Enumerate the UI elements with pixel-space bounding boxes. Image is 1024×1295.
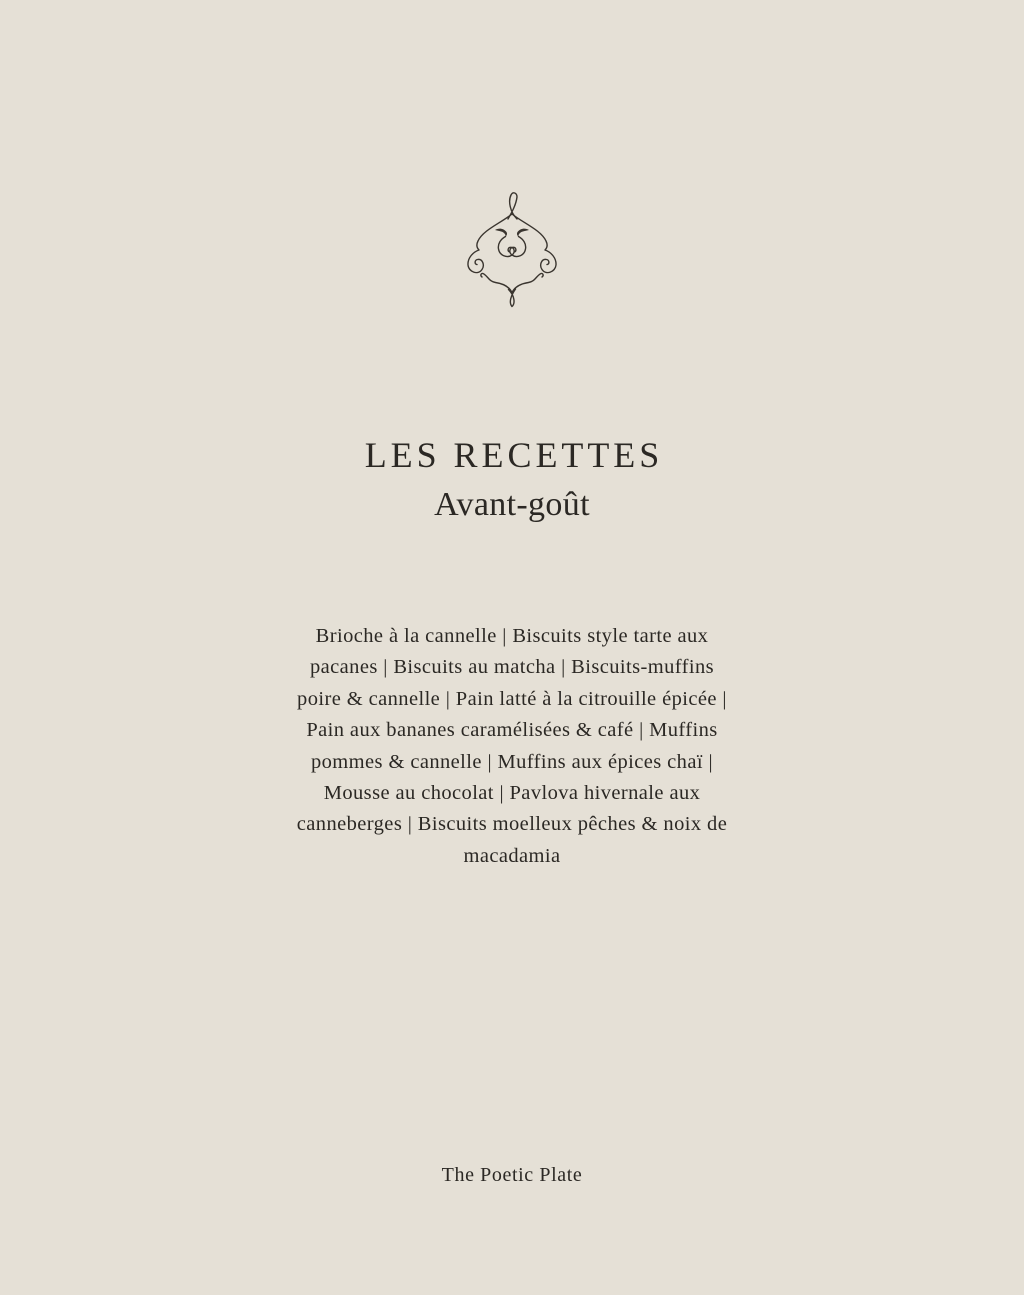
recipe-line: pommes & cannelle | Muffins aux épices chaï | (310, 750, 713, 773)
calligraphic-flourish-icon (465, 188, 559, 310)
recipe-line: canneberges | Biscuits moelleux pêches & noix de (296, 813, 728, 836)
recipe-line: Mousse au chocolat | Pavlova hivernale aux (323, 782, 701, 805)
recipe-line: pacanes | Biscuits au matcha | Biscuits-muffins (310, 656, 714, 679)
recipe-line: macadamia (463, 844, 561, 867)
brand-name: The Poetic Plate (441, 1164, 583, 1186)
recipe-line: Pain aux bananes caramélisées & café | Muffins (306, 719, 718, 742)
recipe-line: poire & cannelle | Pain latté à la citrouille épicée | (297, 687, 727, 710)
recipe-line: Brioche à la cannelle | Biscuits style tarte aux (315, 625, 709, 647)
swan-head-right-icon (517, 229, 529, 237)
page-title: LES RECETTES (364, 435, 664, 475)
swan-head-left-icon (495, 229, 507, 237)
page-subtitle: Avant-goût (434, 486, 590, 523)
recipe-list (202, 621, 822, 872)
